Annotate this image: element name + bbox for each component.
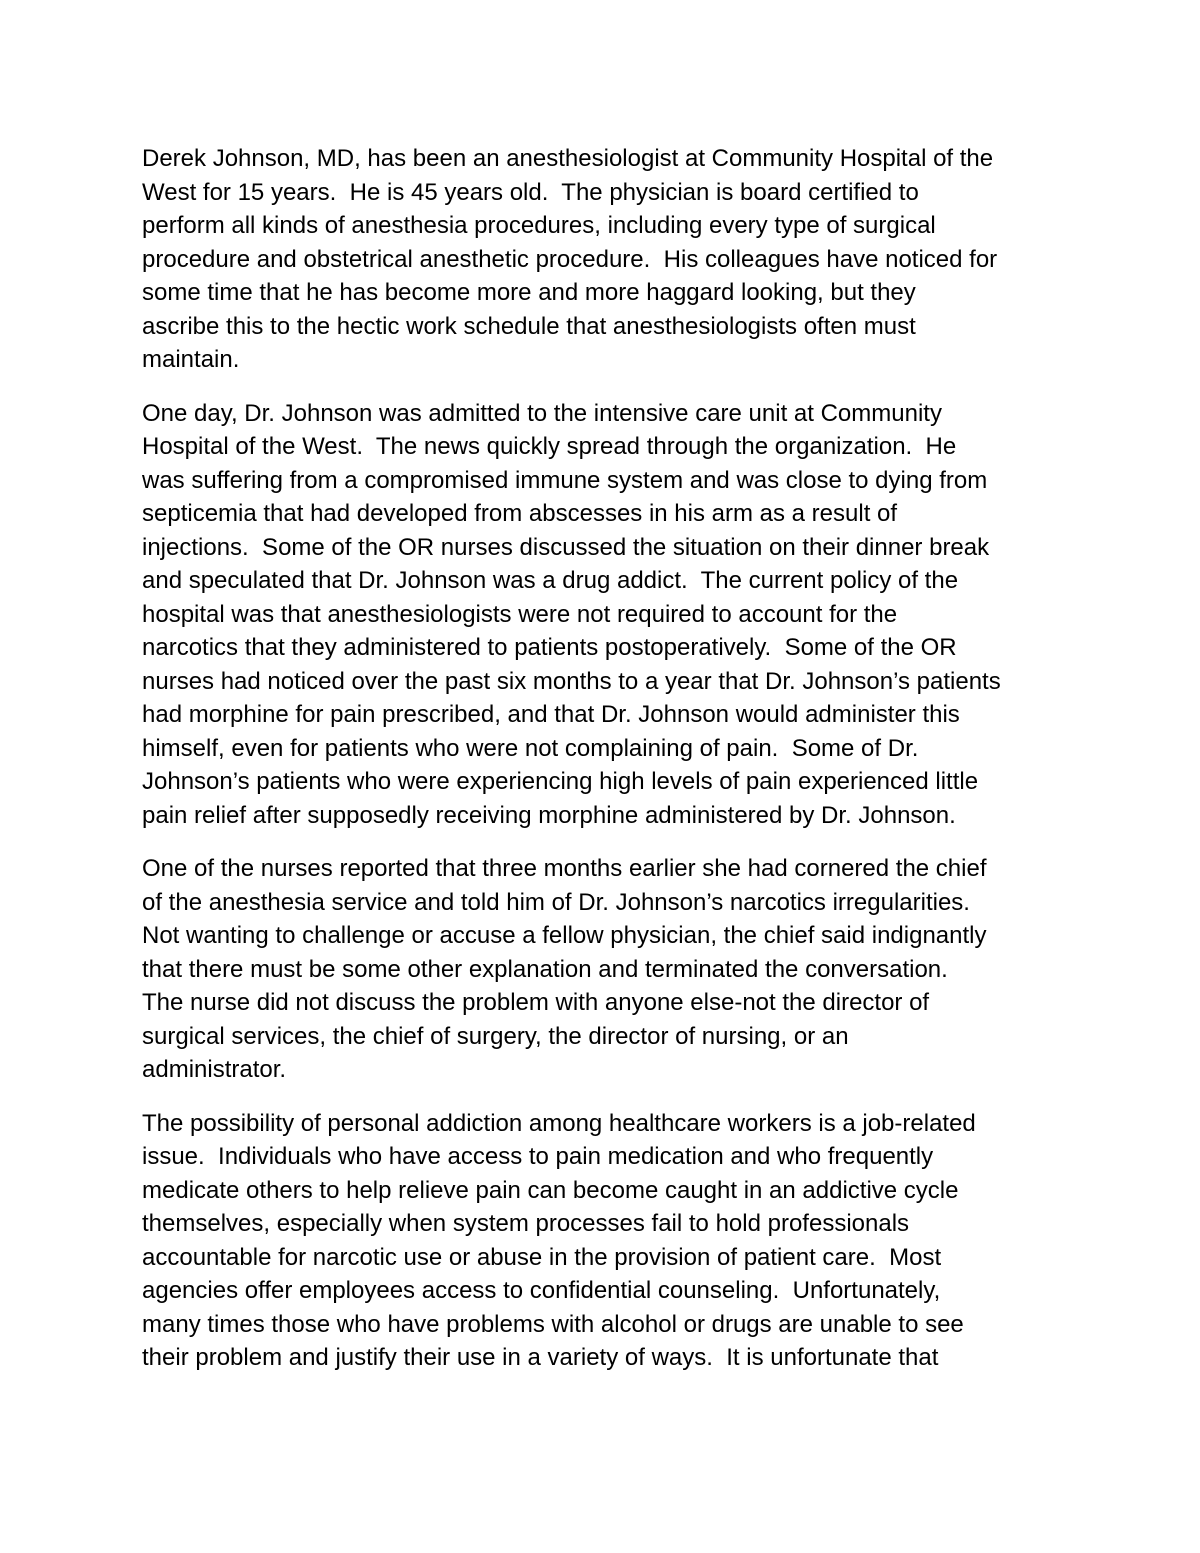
text-line: septicemia that had developed from abscesses in his arm as a result of <box>142 500 898 527</box>
paragraph-3 <box>142 852 1082 1087</box>
text-line: injections. Some of the OR nurses discussed the situation on their dinner break <box>142 533 990 561</box>
text-line: administrator. <box>142 1056 287 1083</box>
text-line: medicate others to help relieve pain can become caught in an addictive cycle <box>142 1176 959 1204</box>
text-line: accountable for narcotic use or abuse in the provision of patient care. Most <box>142 1243 942 1271</box>
text-line: nurses had noticed over the past six months to a year that Dr. Johnson’s patients <box>142 667 1001 695</box>
text-line: that there must be some other explanation and terminated the conversation. <box>142 955 948 983</box>
text-line: ascribe this to the hectic work schedule that anesthesiologists often must <box>142 312 916 340</box>
text-line: perform all kinds of anesthesia procedures, including every type of surgical <box>142 212 936 239</box>
text-line: their problem and justify their use in a variety of ways. It is unfortunate that <box>142 1344 939 1371</box>
text-line: One day, Dr. Johnson was admitted to the intensive care unit at Community <box>142 399 942 427</box>
text-line: hospital was that anesthesiologists were not required to account for the <box>142 600 898 628</box>
text-line: Hospital of the West. The news quickly spread through the organization. He <box>142 433 957 460</box>
text-line: narcotics that they administered to patients postoperatively. Some of the OR <box>142 634 957 661</box>
text-line: pain relief after supposedly receiving morphine administered by Dr. Johnson. <box>142 801 956 829</box>
text-line: West for 15 years. He is 45 years old. The physician is board certified to <box>142 178 919 206</box>
text-line: themselves, especially when system processes fail to hold professionals <box>142 1210 910 1237</box>
text-line: some time that he has become more and more haggard looking, but they <box>142 279 916 306</box>
text-line: Johnson’s patients who were experiencing high levels of pain experienced little <box>142 768 979 795</box>
paragraph-1 <box>142 142 1082 377</box>
text-line: was suffering from a compromised immune system and was close to dying from <box>142 466 988 494</box>
text-line: One of the nurses reported that three months earlier she had cornered the chief <box>142 855 987 882</box>
text-line: The possibility of personal addiction among healthcare workers is a job-related <box>142 1109 976 1137</box>
text-line: The nurse did not discuss the problem with anyone else-not the director of <box>142 989 930 1016</box>
text-line: Not wanting to challenge or accuse a fellow physician, the chief said indignantly <box>142 922 987 949</box>
text-line: surgical services, the chief of surgery, the director of nursing, or an <box>142 1022 849 1050</box>
text-line: many times those who have problems with alcohol or drugs are unable to see <box>142 1310 964 1338</box>
text-line: and speculated that Dr. Johnson was a drug addict. The current policy of the <box>142 567 959 594</box>
text-line: himself, even for patients who were not complaining of pain. Some of Dr. <box>142 734 919 762</box>
text-line: Derek Johnson, MD, has been an anesthesiologist at Community Hospital of the <box>142 145 994 172</box>
text-line: had morphine for pain prescribed, and that Dr. Johnson would administer this <box>142 701 960 728</box>
text-line: procedure and obstetrical anesthetic procedure. His colleagues have noticed for <box>142 245 998 273</box>
text-line: maintain. <box>142 346 240 373</box>
document-body <box>142 142 1082 1395</box>
text-line: of the anesthesia service and told him of Dr. Johnson’s narcotics irregularities. <box>142 888 970 916</box>
text-line: issue. Individuals who have access to pain medication and who frequently <box>142 1143 934 1170</box>
paragraph-4 <box>142 1107 1082 1375</box>
text-line: agencies offer employees access to confidential counseling. Unfortunately, <box>142 1277 941 1304</box>
paragraph-2 <box>142 397 1082 833</box>
